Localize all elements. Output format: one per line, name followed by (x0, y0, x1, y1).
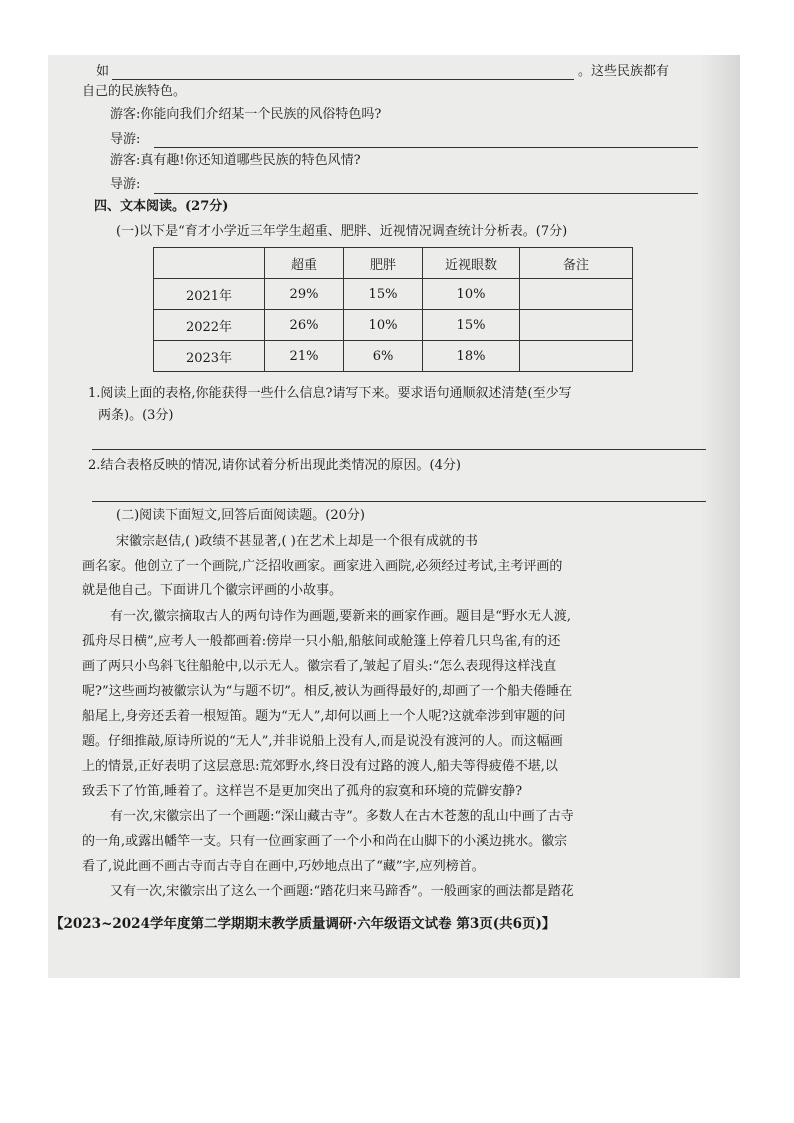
dialog-line1-suffix: 。这些民族都有 (578, 64, 670, 79)
answer-blank-q2[interactable] (92, 501, 706, 502)
table-header-cell: 超重 (265, 248, 344, 279)
table-row (154, 341, 633, 372)
question-1-line2: 两条)。(3分) (98, 408, 174, 423)
question-1-line1: 1.阅读上面的表格,你能获得一些什么信息?请写下来。要求语句通顺叙述清楚(至少写 (88, 386, 572, 401)
passage-line: 上的情景,正好表明了这层意思:荒郊野水,终日没有过路的渡人,船夫等得疲倦不堪,以 (82, 759, 558, 774)
table-cell: 10% (423, 279, 520, 310)
passage-line: 呢?”这些画均被徽宗认为“与题不切”。相反,被认为画得最好的,却画了一个船夫倦睡在 (82, 684, 573, 699)
table-cell: 10% (344, 310, 423, 341)
table-header-row (154, 248, 633, 279)
table-header-cell: 肥胖 (344, 248, 423, 279)
answer-blank-q1[interactable] (92, 449, 706, 450)
dialog-guide-label-1: 导游: (110, 132, 141, 147)
table-cell: 18% (423, 341, 520, 372)
table-cell: 21% (265, 341, 344, 372)
passage-line: 船尾上,身旁还丢着一根短笛。题为“无人”,却何以画上一个人呢?这就牵涉到审题的问 (82, 709, 566, 724)
table-row (154, 279, 633, 310)
passage-line: 致丢下了竹笛,睡着了。这样岂不是更加突出了孤舟的寂寞和环境的荒僻安静? (82, 784, 523, 799)
table-header-cell (154, 248, 265, 279)
passage-line: 宋徽宗赵佶,( )政绩不甚显著,( )在艺术上却是一个很有成就的书 (116, 534, 478, 549)
dialog-question-1: 游客:你能向我们介绍某一个民族的风俗特色吗? (110, 107, 382, 122)
passage-line: 又有一次,宋徽宗出了这么一个画题:“踏花归来马蹄香”。一般画家的画法都是踏花 (110, 884, 574, 899)
table-cell[interactable] (520, 341, 633, 372)
page-footer: 【2023~2024学年度第二学期期末教学质量调研·六年级语文试卷 第3页(共6页)】 (50, 916, 556, 932)
table-cell: 15% (344, 279, 423, 310)
dialog-guide-label-2: 导游: (110, 177, 141, 192)
table-cell: 6% (344, 341, 423, 372)
table-cell: 26% (265, 310, 344, 341)
passage-line: 孤舟尽日横”,应考人一般都画着:傍岸一只小船,船舷间或舱篷上停着几只鸟雀,有的还 (82, 634, 561, 649)
answer-blank-1[interactable] (112, 79, 574, 80)
answer-blank-2[interactable] (154, 147, 698, 148)
dialog-line2: 自己的民族特色。 (82, 84, 187, 99)
passage-line: 画名家。他创立了一个画院,广泛招收画家。画家进入画院,必须经过考试,主考评画的 (82, 559, 563, 574)
answer-blank-3[interactable] (154, 193, 698, 194)
passage-line: 看了,说此画不画古寺而古寺自在画中,巧妙地点出了“藏”字,应列榜首。 (82, 859, 485, 874)
table-header-cell: 近视眼数 (423, 248, 520, 279)
table-cell[interactable] (520, 279, 633, 310)
dialog-line1-prefix: 如 (96, 64, 110, 79)
passage-line: 有一次,徽宗摘取古人的两句诗作为画题,要新来的画家作画。题目是“野水无人渡, (110, 609, 572, 624)
question-2: 2.结合表格反映的情况,请你试着分析出现此类情况的原因。(4分) (88, 458, 461, 473)
passage-line: 有一次,宋徽宗出了一个画题:“深山藏古寺”。多数人在古木苍葱的乱山中画了古寺 (110, 809, 574, 824)
table-header-cell: 备注 (520, 248, 633, 279)
table-cell[interactable] (520, 310, 633, 341)
passage-line: 画了两只小鸟斜飞往船舱中,以示无人。徽宗看了,皱起了眉头:“怎么表现得这样浅直 (82, 659, 557, 674)
part2-intro: (二)阅读下面短文,回答后面阅读题。(20分) (116, 508, 365, 523)
section-title: 四、文本阅读。(27分) (94, 199, 229, 214)
table-cell: 29% (265, 279, 344, 310)
part1-intro: (一)以下是“育才小学近三年学生超重、肥胖、近视情况调查统计分析表。(7分) (116, 224, 568, 239)
page-shadow (700, 55, 740, 978)
table-cell: 2021年 (154, 279, 265, 310)
dialog-question-2: 游客:真有趣!你还知道哪些民族的特色风情? (110, 153, 361, 168)
table-row (154, 310, 633, 341)
passage-line: 的一角,或露出幡竿一支。只有一位画家画了一个小和尚在山脚下的小溪边挑水。徽宗 (82, 834, 568, 849)
exam-page (48, 55, 740, 978)
table-cell: 2022年 (154, 310, 265, 341)
passage-line: 就是他自己。下面讲几个徽宗评画的小故事。 (82, 583, 343, 598)
statistics-table (153, 247, 633, 372)
table-cell: 2023年 (154, 341, 265, 372)
table-cell: 15% (423, 310, 520, 341)
passage-line: 题。仔细推敲,原诗所说的“无人”,并非说船上没有人,而是说没有渡河的人。而这幅画 (82, 734, 563, 749)
